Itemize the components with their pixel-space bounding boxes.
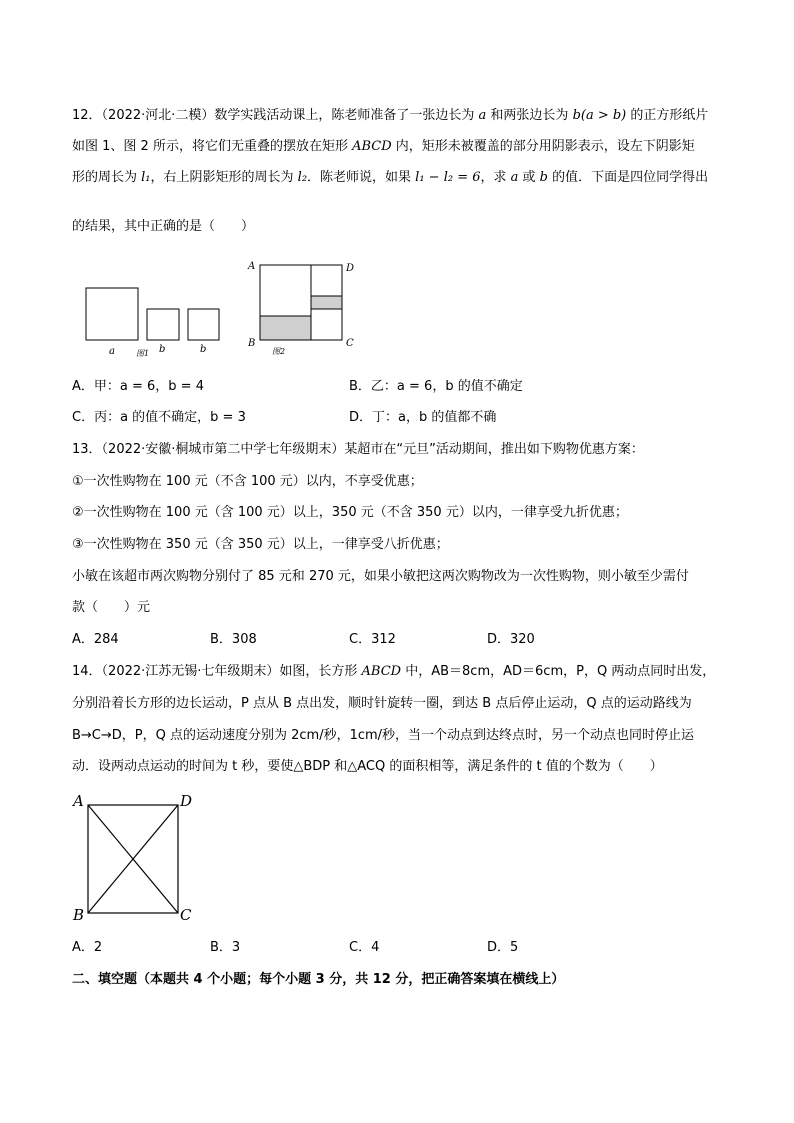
vertex-d: D bbox=[346, 263, 355, 274]
q12-option-b[interactable]: B．乙：a = 6，b 的值不确定 bbox=[349, 379, 523, 394]
label-b: b bbox=[200, 344, 207, 355]
vertex-a: A bbox=[248, 261, 256, 272]
q13-line-1: 13．（2022·安徽·桐城市第二中学七年级期末）某超市在“元旦”活动期间，推出如下购物优惠方案： bbox=[72, 442, 644, 457]
q12-line-4: 的结果，其中正确的是（ ） bbox=[72, 219, 255, 234]
q12-text: 的正方形纸片 bbox=[626, 108, 709, 123]
q13-option-b[interactable]: B．308 bbox=[210, 632, 257, 647]
var-a: a bbox=[478, 108, 487, 123]
q12-text: 12．（2022·河北·二模）数学实践活动课上，陈老师准备了一张边长为 bbox=[72, 108, 479, 123]
vertex-d: D bbox=[180, 792, 193, 810]
q14-line-2: 分别沿着长方形的边长运动，P 点从 B 点出发，顺时针旋转一圈，到达 B 点后停止运动，Q 点的运动路线为 bbox=[72, 696, 692, 711]
q13-option-c[interactable]: C．312 bbox=[349, 632, 396, 647]
vertex-b: B bbox=[248, 338, 256, 349]
square-a-placed bbox=[260, 265, 311, 316]
square-b-top bbox=[311, 265, 342, 296]
caption-fig2: 图2 bbox=[272, 347, 286, 356]
q12-text: ．陈老师说，如果 bbox=[307, 170, 416, 185]
vertex-c: C bbox=[180, 906, 192, 924]
q14-text: 中，AB＝8cm，AD＝6cm，P，Q 两动点同时出发， bbox=[401, 664, 716, 679]
expr-b: b(a > b) bbox=[572, 108, 627, 123]
var-l1: l₁ bbox=[141, 170, 151, 185]
q12-line-3 bbox=[72, 168, 708, 188]
q13-rule-2: ②一次性购物在 100 元（含 100 元）以上，350 元（不含 350 元）以内，一律享受九折优惠； bbox=[72, 505, 628, 520]
q13-option-d[interactable]: D．320 bbox=[487, 632, 535, 647]
q13-line-5: 小敏在该超市两次购物分别付了 85 元和 270 元，如果小敏把这两次购物改为一次性购物，则小敏至少需付 bbox=[72, 569, 689, 584]
q13-rule-3: ③一次性购物在 350 元（含 350 元）以上，一律享受八折优惠； bbox=[72, 537, 449, 552]
q14-line-3: B→C→D，P，Q 点的运动速度分别为 2cm/秒，1cm/秒，当一个动点到达终点时，另一个动点也同时停止运 bbox=[72, 728, 695, 743]
square-b-1 bbox=[147, 309, 179, 340]
shaded-lower-left bbox=[260, 316, 311, 340]
q12-text: 形的周长为 bbox=[72, 170, 142, 185]
equation: l₁ − l₂ = 6 bbox=[415, 170, 481, 185]
q14-option-b[interactable]: B．3 bbox=[210, 940, 241, 955]
shaded-upper-right bbox=[311, 296, 342, 309]
q14-option-c[interactable]: C．4 bbox=[349, 940, 380, 955]
q12-option-c[interactable]: C．丙：a 的值不确定，b = 3 bbox=[72, 410, 246, 425]
q12-option-a[interactable]: A．甲：a = 6，b = 4 bbox=[72, 379, 204, 394]
q14-line-1 bbox=[72, 662, 715, 682]
q12-figure-1 bbox=[80, 282, 230, 362]
label-b: b bbox=[159, 344, 166, 355]
var-l2: l₂ bbox=[297, 170, 308, 185]
var-a: a bbox=[510, 170, 519, 185]
q12-text: 或 bbox=[518, 170, 540, 185]
vertex-c: C bbox=[346, 338, 354, 349]
q12-figure-2 bbox=[244, 256, 364, 356]
vertex-b: B bbox=[73, 906, 85, 924]
q14-figure bbox=[70, 790, 200, 925]
q13-rule-1: ①一次性购物在 100 元（不含 100 元）以内，不享受优惠； bbox=[72, 474, 423, 489]
square-b-bottom bbox=[311, 309, 342, 340]
q12-option-d[interactable]: D．丁：a，b 的值都不确 bbox=[349, 410, 497, 425]
q14-option-d[interactable]: D．5 bbox=[487, 940, 519, 955]
rect-abcd: ABCD bbox=[361, 664, 402, 679]
q14-line-4: 动．设两动点运动的时间为 t 秒，要使△BDP 和△ACQ 的面积相等，满足条件的 t 值的个数为（ ） bbox=[72, 759, 663, 774]
q12-text: 的值．下面是四位同学得出 bbox=[548, 170, 709, 185]
q12-text: ，求 bbox=[480, 170, 511, 185]
section-2-heading: 二、填空题（本题共 4 个小题；每个小题 3 分，共 12 分，把正确答案填在横线上） bbox=[72, 972, 565, 987]
square-a bbox=[86, 288, 138, 340]
square-b-2 bbox=[188, 309, 219, 340]
q12-text: 和两张边长为 bbox=[486, 108, 573, 123]
var-b: b bbox=[539, 170, 548, 185]
q13-option-a[interactable]: A．284 bbox=[72, 632, 119, 647]
q14-option-a[interactable]: A．2 bbox=[72, 940, 103, 955]
q13-line-6: 款（ ）元 bbox=[72, 600, 151, 615]
q12-text: 内，矩形未被覆盖的部分用阴影表示，设左下阴影矩 bbox=[391, 139, 695, 154]
q12-text: ，右上阴影矩形的周长为 bbox=[150, 170, 298, 185]
rect-abcd: ABCD bbox=[352, 139, 392, 154]
caption-fig1: 图1 bbox=[136, 349, 150, 358]
q12-line-1 bbox=[72, 106, 708, 126]
vertex-a: A bbox=[73, 792, 84, 810]
q14-text: 14．（2022·江苏无锡·七年级期末）如图，长方形 bbox=[72, 664, 362, 679]
q12-line-2 bbox=[72, 137, 695, 157]
label-a: a bbox=[109, 346, 115, 357]
q12-text: 如图 1、图 2 所示，将它们无重叠的摆放在矩形 bbox=[72, 139, 353, 154]
